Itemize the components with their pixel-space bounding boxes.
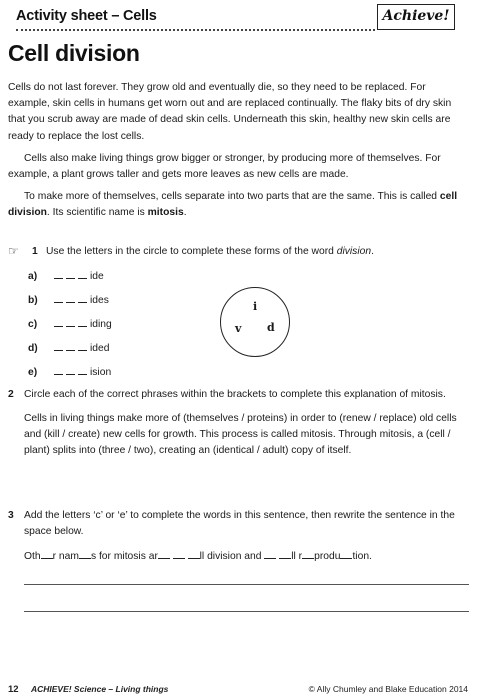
- sheet-label: Activity sheet – Cells: [16, 8, 157, 24]
- intro-text: [8, 80, 468, 228]
- question-3-instruction: Add the letters ‘c’ or ‘e’ to complete the words in this sentence, then rewrite the sentence in the space below.: [24, 510, 455, 537]
- intro-paragraph-1: Cells do not last forever. They grow old and eventually die, so they need to be replaced. For example, skin cells in humans get worn out and are replaced continually. The flaky bits of dry skin that you scrub away are made of dead skin cells. Underneath this skin, healthy new skin cells are ready to replace the lost cells.: [8, 82, 452, 142]
- question-3: [8, 508, 468, 565]
- question-number: 2: [8, 389, 14, 400]
- term-mitosis: mitosis: [147, 207, 184, 219]
- option-e[interactable]: e) ision: [28, 367, 112, 378]
- answer-line-2[interactable]: [24, 611, 469, 612]
- intro-paragraph-2: Cells also make living things grow bigger or stronger, by producing more of themselves. For example, a plant grows taller and gets more leaves as new cells are made.: [8, 152, 441, 181]
- circle-letter-i: i: [253, 300, 258, 313]
- question-2: [8, 387, 468, 459]
- question-3-sentence[interactable]: Oth r nam s for mitosis ar ll division and ll r produ tion.: [24, 551, 372, 562]
- page-title: Cell division: [8, 40, 140, 66]
- achieve-badge: Achieve!: [377, 4, 455, 30]
- term-cell-division: cell division: [8, 191, 458, 219]
- page-footer: [8, 684, 468, 695]
- header-dotted-rule: [16, 29, 375, 31]
- series-title: ACHIEVE! Science – Living things: [30, 684, 169, 694]
- question-number: 3: [8, 510, 14, 521]
- option-a[interactable]: a) ide: [28, 271, 104, 282]
- question-1: [32, 244, 472, 260]
- intro-paragraph-3: To make more of themselves, cells separate into two parts that are the same. This is called cell division. Its scientific name is mitosis.: [8, 191, 458, 219]
- circle-letter-d: d: [267, 321, 275, 334]
- answer-line-1[interactable]: [24, 584, 469, 585]
- letter-circle: [220, 287, 290, 357]
- copyright: © Ally Chumley and Blake Education 2014: [308, 684, 468, 694]
- page-header: [8, 0, 467, 33]
- question-2-instruction: Circle each of the correct phrases within the brackets to complete this explanation of mitosis.: [24, 389, 446, 400]
- question-number: 1: [32, 246, 38, 257]
- option-c[interactable]: c) iding: [28, 319, 112, 330]
- page-number: 12: [8, 684, 19, 695]
- option-b[interactable]: b) ides: [28, 295, 109, 306]
- question-2-passage[interactable]: Cells in living things make more of (themselves / proteins) in order to (renew / replace) old cells and (kill / create) new cells for growth. This process is called mitosis. Through mitosis, a (cell / plant) splits into (three / two), creating an (identical / adult) copy of itself.: [24, 413, 457, 456]
- question-1-text: Use the letters in the circle to complete these forms of the word division.: [46, 246, 374, 257]
- circle-letter-v: v: [235, 322, 242, 335]
- pointing-hand-icon: ☞: [8, 244, 19, 258]
- option-d[interactable]: d) ided: [28, 343, 110, 354]
